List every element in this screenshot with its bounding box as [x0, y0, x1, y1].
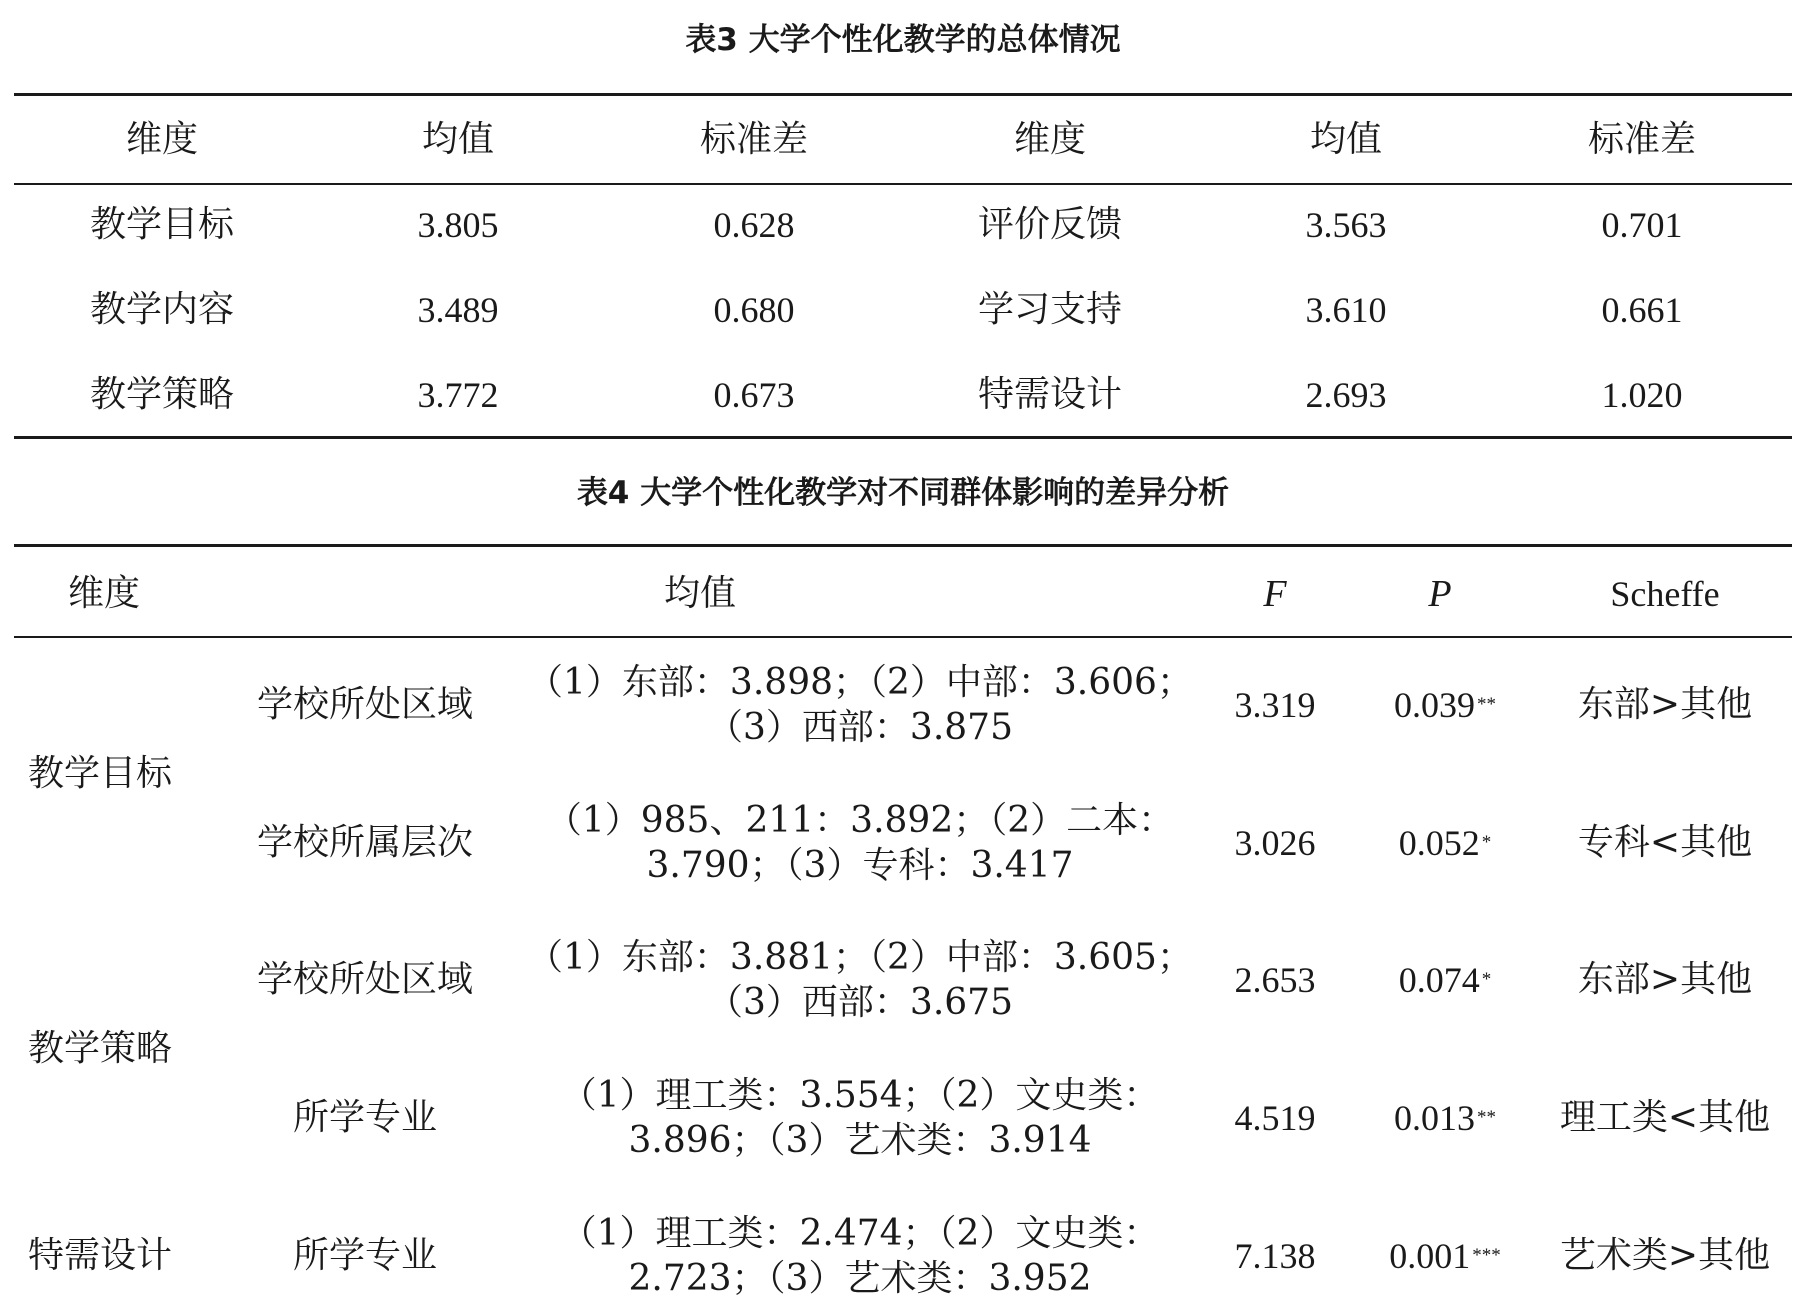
table4-mean-line1: （1）理工类：3.554；（2）文史类：	[560, 1075, 1160, 1116]
table3-bottom-rule	[14, 436, 1792, 439]
table3-header-std-2: 标准差	[1587, 119, 1696, 160]
table4-mean-line1: （1）东部：3.898；（2）中部：3.606；	[527, 662, 1193, 703]
table4-cell-mean	[520, 1073, 1200, 1163]
table4-top-rule	[14, 544, 1792, 547]
table3-cell-std-2: 0.661	[1601, 290, 1683, 330]
table3-header-dimension-2: 维度	[1013, 119, 1086, 160]
table4-mean-line2: 2.723；（3）艺术类：3.952	[628, 1258, 1092, 1299]
table4-mean-line2: 3.790；（3）专科：3.417	[646, 845, 1074, 886]
table4-p-value: 0.001	[1389, 1236, 1471, 1276]
table3-cell-mean: 3.489	[417, 290, 499, 330]
table4-mean-line2: （3）西部：3.675	[707, 982, 1013, 1023]
table4-group-label: 教学策略	[28, 1028, 173, 1069]
table4-mean-line1: （1）东部：3.881；（2）中部：3.605；	[527, 937, 1193, 978]
table4-header-scheffe: Scheffe	[1610, 574, 1720, 614]
table3-cell-mean: 3.772	[417, 375, 499, 415]
table4-header-mean: 均值	[663, 573, 736, 614]
table3-cell-mean: 3.805	[417, 205, 499, 245]
table4-p-value: 0.013	[1394, 1098, 1475, 1138]
table4-cell-p: 0.039 **	[1394, 685, 1496, 725]
table3-cell-dimension-2: 评价反馈	[977, 204, 1122, 245]
table3-top-rule	[14, 93, 1792, 96]
table4-p-value: 0.074	[1398, 960, 1480, 1000]
table4-cell-mean	[520, 1211, 1200, 1301]
table3-cell-std: 0.628	[713, 205, 795, 245]
table4-header-rule	[14, 636, 1792, 638]
table3-header-std: 标准差	[699, 119, 808, 160]
table4-cell-f: 4.519	[1234, 1098, 1316, 1138]
table4-cell-p: 0.001 ***	[1389, 1236, 1501, 1276]
table4-cell-scheffe: 理工类<其他	[1559, 1097, 1771, 1138]
table4-header-dimension: 维度	[67, 573, 140, 614]
table4-cell-scheffe: 东部>其他	[1577, 959, 1753, 1000]
table3-cell-mean-2: 3.610	[1305, 290, 1387, 330]
table4-cell-f: 3.319	[1234, 685, 1316, 725]
table3-header-rule	[14, 183, 1792, 185]
table4-group-label: 特需设计	[28, 1235, 173, 1276]
table3-cell-dimension-2: 学习支持	[977, 289, 1122, 330]
table3-cell-std: 0.673	[713, 375, 795, 415]
table4-mean-line1: （1）985、211：3.892；（2）二本：	[545, 800, 1175, 841]
table4-cell-f: 7.138	[1234, 1236, 1316, 1276]
table4-group-label: 教学目标	[28, 753, 173, 794]
table3-cell-std: 0.680	[713, 290, 795, 330]
table4-cell-factor: 学校所处区域	[256, 684, 473, 725]
table4-cell-scheffe: 专科<其他	[1577, 822, 1753, 863]
table3-cell-dimension: 教学内容	[89, 289, 234, 330]
table4-caption: 表4 大学个性化教学对不同群体影响的差异分析	[576, 475, 1230, 511]
table4-mean-line2: （3）西部：3.875	[707, 707, 1013, 748]
table4-cell-factor: 所学专业	[292, 1235, 437, 1276]
table4-cell-f: 2.653	[1234, 960, 1316, 1000]
table4-cell-factor: 学校所处区域	[256, 959, 473, 1000]
table4-p-value: 0.052	[1398, 823, 1480, 863]
table3-cell-dimension: 教学策略	[89, 374, 234, 415]
table4-cell-mean	[520, 798, 1200, 888]
table4-cell-factor: 所学专业	[292, 1097, 437, 1138]
table3-cell-dimension: 教学目标	[89, 204, 234, 245]
table4-cell-mean	[520, 660, 1200, 750]
table4-mean-line2: 3.896；（3）艺术类：3.914	[628, 1120, 1092, 1161]
table3-header-dimension: 维度	[125, 119, 198, 160]
table3-caption: 表3 大学个性化教学的总体情况	[685, 22, 1121, 58]
table4-cell-scheffe: 东部>其他	[1577, 684, 1753, 725]
table4-header-f: F	[1263, 573, 1287, 615]
table3-cell-dimension-2: 特需设计	[977, 374, 1122, 415]
table3-header-mean: 均值	[421, 119, 494, 160]
table3-header-mean-2: 均值	[1309, 119, 1382, 160]
table4-cell-scheffe: 艺术类>其他	[1559, 1235, 1771, 1276]
table4-cell-p: 0.013 **	[1394, 1098, 1496, 1138]
table3-cell-std-2: 0.701	[1601, 205, 1683, 245]
table4-cell-mean	[520, 935, 1200, 1025]
table4-mean-line1: （1）理工类：2.474；（2）文史类：	[560, 1213, 1160, 1254]
table4-cell-factor: 学校所属层次	[256, 822, 473, 863]
table4-cell-p: 0.074 *	[1398, 960, 1492, 1000]
table3-cell-mean-2: 2.693	[1305, 375, 1387, 415]
table3-cell-mean-2: 3.563	[1305, 205, 1387, 245]
table4-p-value: 0.039	[1394, 685, 1475, 725]
table4-cell-f: 3.026	[1234, 823, 1316, 863]
table4-header-p: P	[1428, 573, 1452, 615]
table4-cell-p: 0.052 *	[1398, 823, 1492, 863]
table3-cell-std-2: 1.020	[1601, 375, 1683, 415]
